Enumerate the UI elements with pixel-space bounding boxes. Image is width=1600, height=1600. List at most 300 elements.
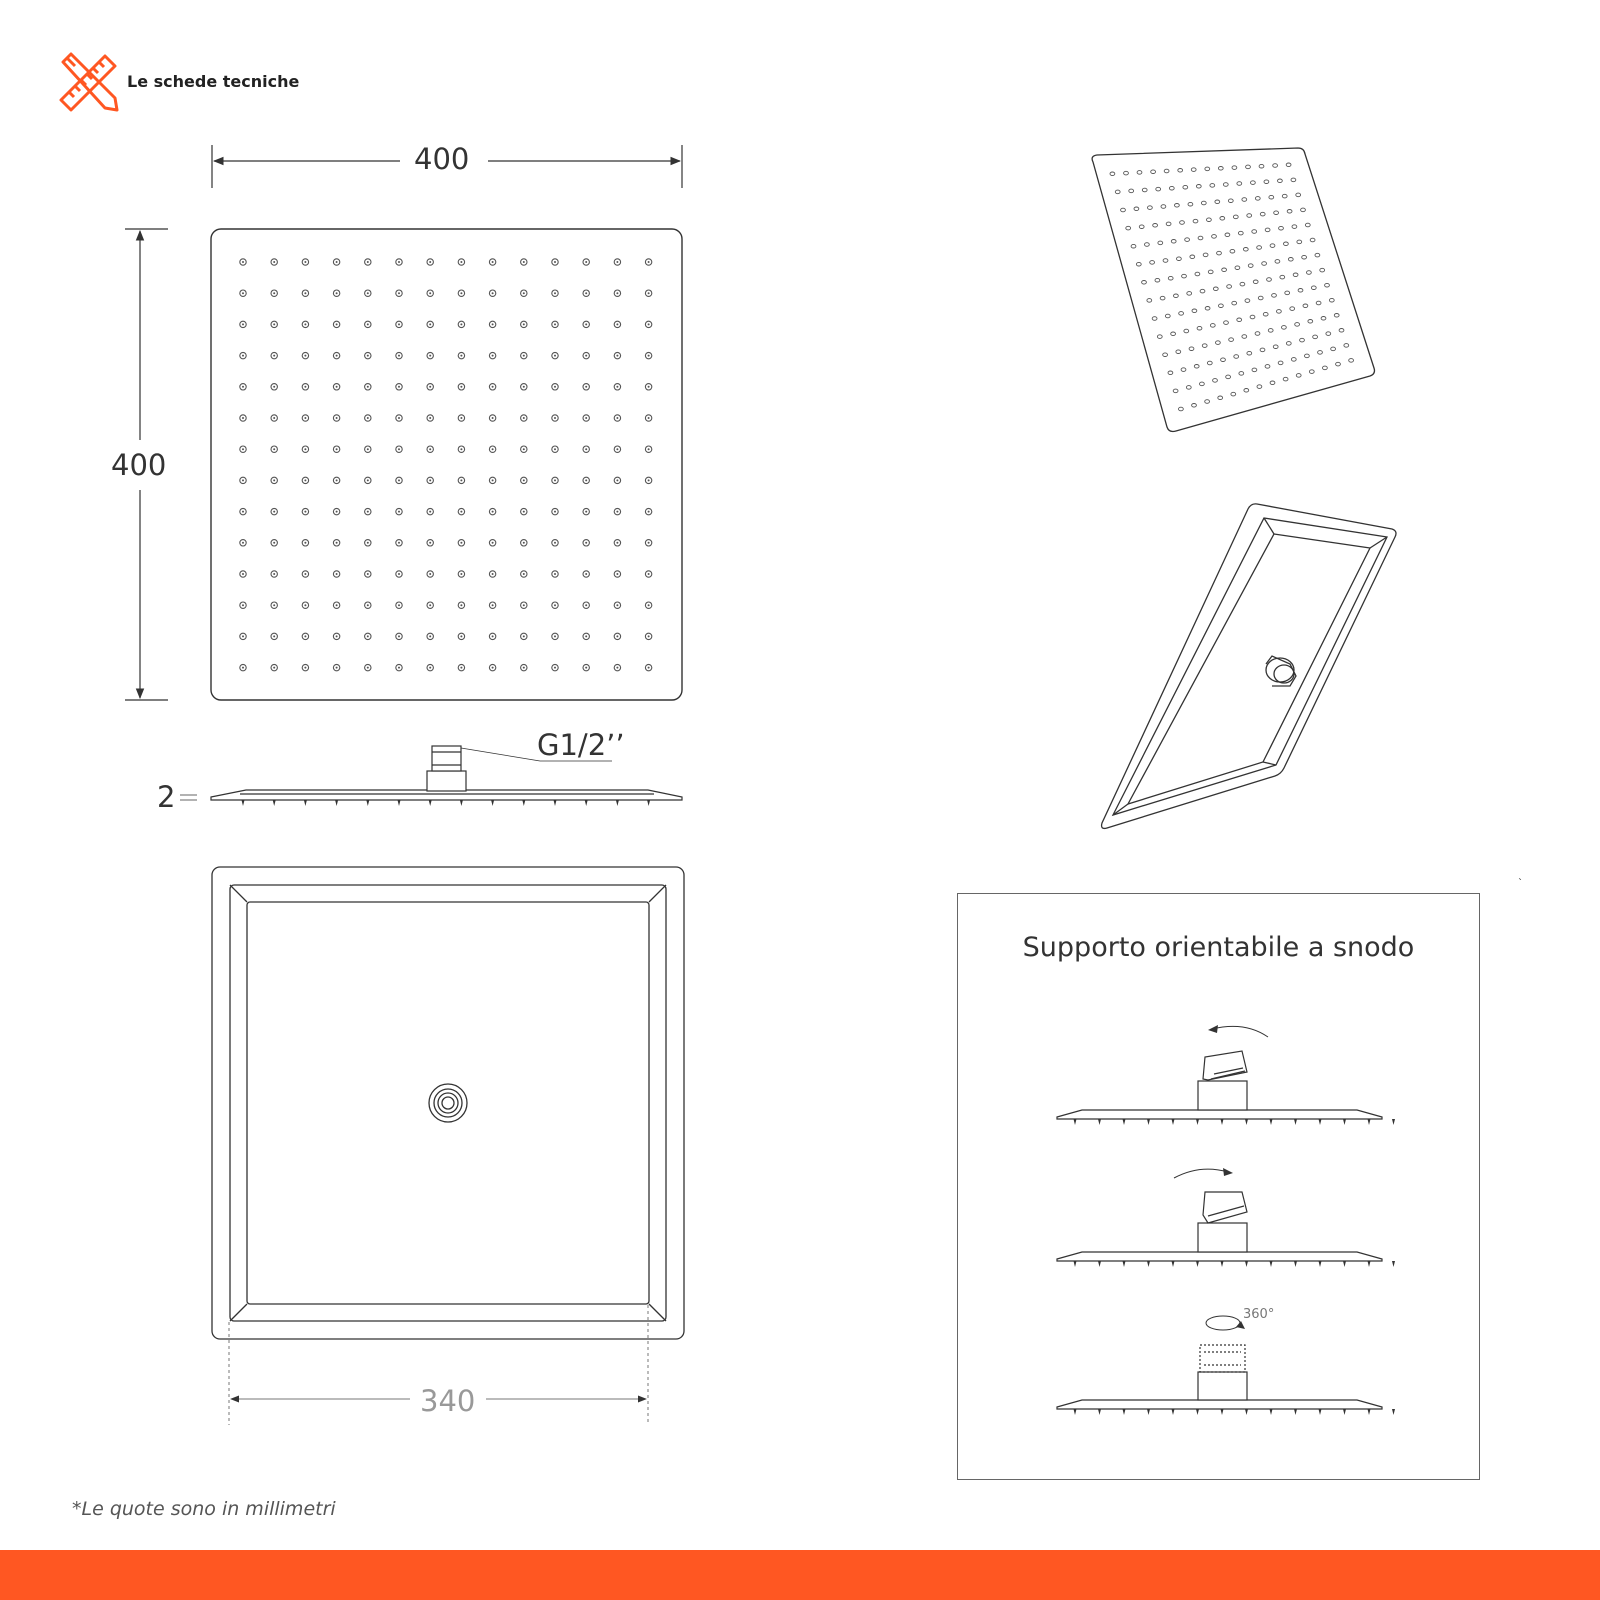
- nozzle: [396, 446, 402, 452]
- perspective-nozzle: [1168, 371, 1173, 375]
- nozzle: [333, 446, 339, 452]
- perspective-nozzle: [1310, 238, 1315, 242]
- nozzle: [333, 384, 339, 390]
- perspective-nozzle: [1121, 208, 1126, 212]
- nozzle: [302, 664, 308, 670]
- perspective-nozzle: [1247, 351, 1252, 355]
- nozzle: [271, 321, 277, 327]
- nozzle: [521, 508, 527, 514]
- perspective-nozzle: [1166, 222, 1171, 226]
- nozzle: [489, 384, 495, 390]
- perspective-nozzle: [1247, 214, 1252, 218]
- nozzle: [365, 664, 371, 670]
- nozzle: [552, 290, 558, 296]
- nozzle: [396, 384, 402, 390]
- perspective-nozzle: [1142, 188, 1147, 192]
- perspective-nozzle: [1228, 199, 1233, 203]
- perspective-nozzle: [1315, 253, 1320, 257]
- perspective-nozzle: [1273, 164, 1278, 168]
- nozzle: [489, 446, 495, 452]
- nozzle: [458, 477, 464, 483]
- nozzle: [552, 477, 558, 483]
- perspective-nozzle: [1311, 286, 1316, 290]
- perspective-nozzle: [1188, 202, 1193, 206]
- nozzle: [489, 664, 495, 670]
- nozzle: [583, 508, 589, 514]
- nozzle: [645, 290, 651, 296]
- perspective-nozzle: [1286, 163, 1291, 167]
- nozzle: [552, 540, 558, 546]
- perspective-nozzle: [1219, 304, 1224, 308]
- nozzle: [396, 602, 402, 608]
- perspective-nozzle: [1227, 285, 1232, 289]
- perspective-nozzle: [1313, 335, 1318, 339]
- nozzle: [521, 571, 527, 577]
- nozzle: [271, 633, 277, 639]
- side-nozzles: [242, 800, 651, 806]
- nozzle: [271, 664, 277, 670]
- perspective-nozzle: [1223, 183, 1228, 187]
- perspective-nozzle: [1280, 275, 1285, 279]
- nozzle: [240, 508, 246, 514]
- rotation-label: 360°: [1243, 1307, 1275, 1322]
- nozzle: [365, 384, 371, 390]
- nozzle: [333, 633, 339, 639]
- nozzle: [365, 477, 371, 483]
- side-nozzle: [616, 800, 619, 806]
- nozzle: [240, 540, 246, 546]
- nozzle: [521, 259, 527, 265]
- perspective-nozzle: [1156, 187, 1161, 191]
- nozzle: [458, 352, 464, 358]
- perspective-nozzle: [1302, 255, 1307, 259]
- perspective-nozzle: [1202, 344, 1207, 348]
- perspective-nozzle: [1282, 326, 1287, 330]
- perspective-nozzle: [1129, 189, 1134, 193]
- perspective-nozzle: [1282, 194, 1287, 198]
- perspective-nozzle: [1213, 379, 1218, 383]
- nozzle: [458, 540, 464, 546]
- perspective-nozzle: [1257, 385, 1262, 389]
- nozzle: [302, 477, 308, 483]
- perspective-nozzle: [1308, 320, 1313, 324]
- perspective-nozzle: [1189, 347, 1194, 351]
- nozzle: [583, 415, 589, 421]
- perspective-nozzle: [1142, 281, 1147, 285]
- perspective-nozzle: [1325, 283, 1330, 287]
- nozzle: [396, 664, 402, 670]
- side-nozzle: [366, 800, 369, 806]
- perspective-nozzle: [1210, 184, 1215, 188]
- nozzle: [645, 508, 651, 514]
- nozzle: [240, 446, 246, 452]
- nozzle: [396, 540, 402, 546]
- perspective-nozzle: [1110, 172, 1115, 176]
- perspective-nozzle: [1216, 341, 1221, 345]
- nozzle: [645, 664, 651, 670]
- perspective-nozzle: [1298, 289, 1303, 293]
- nozzle: [427, 477, 433, 483]
- shower-head-front-view: [211, 229, 682, 700]
- perspective-nozzle: [1274, 211, 1279, 215]
- nozzle: [458, 633, 464, 639]
- nozzle: [583, 540, 589, 546]
- nozzle: [458, 571, 464, 577]
- side-nozzle: [585, 800, 588, 806]
- nozzle: [240, 633, 246, 639]
- perspective-nozzle: [1283, 377, 1288, 381]
- nozzle: [614, 384, 620, 390]
- perspective-nozzle: [1207, 361, 1212, 365]
- perspective-nozzle: [1200, 289, 1205, 293]
- nozzle: [271, 508, 277, 514]
- perspective-nozzle: [1212, 235, 1217, 239]
- connection-label: G1/2’’: [537, 728, 625, 762]
- perspective-nozzle: [1301, 208, 1306, 212]
- nozzle: [427, 446, 433, 452]
- nozzle: [271, 540, 277, 546]
- perspective-nozzle: [1233, 215, 1238, 219]
- nozzle: [458, 664, 464, 670]
- nozzle: [396, 259, 402, 265]
- nozzle: [240, 571, 246, 577]
- thickness-label: 2: [157, 780, 176, 814]
- nozzle: [583, 446, 589, 452]
- nozzle: [302, 508, 308, 514]
- perspective-nozzle: [1293, 273, 1298, 277]
- nozzle: [489, 352, 495, 358]
- perspective-nozzle: [1196, 185, 1201, 189]
- perspective-nozzle: [1344, 344, 1349, 348]
- nozzle: [365, 508, 371, 514]
- perspective-nozzle: [1262, 262, 1267, 266]
- nozzle: [240, 664, 246, 670]
- perspective-nozzle: [1239, 372, 1244, 376]
- height-label: 400: [111, 448, 167, 482]
- perspective-nozzle: [1275, 260, 1280, 264]
- perspective-nozzle: [1153, 224, 1158, 228]
- nozzle: [271, 352, 277, 358]
- perspective-nozzle: [1192, 404, 1197, 408]
- perspective-nozzle: [1326, 332, 1331, 336]
- nozzle: [365, 571, 371, 577]
- perspective-nozzle: [1296, 374, 1301, 378]
- side-nozzle: [491, 800, 494, 806]
- perspective-nozzle: [1244, 389, 1249, 393]
- perspective-nozzle: [1205, 400, 1210, 404]
- perspective-nozzle: [1164, 169, 1169, 173]
- perspective-nozzle: [1200, 382, 1205, 386]
- nozzle: [240, 602, 246, 608]
- perspective-nozzle: [1303, 304, 1308, 308]
- perspective-nozzle: [1171, 332, 1176, 336]
- nozzle: [645, 633, 651, 639]
- perspective-nozzle: [1126, 226, 1131, 230]
- nozzle: [458, 446, 464, 452]
- perspective-nozzle: [1182, 274, 1187, 278]
- perspective-nozzle: [1210, 324, 1215, 328]
- perspective-nozzle: [1151, 170, 1156, 174]
- perspective-nozzle: [1131, 244, 1136, 248]
- nozzle: [614, 540, 620, 546]
- perspective-nozzle: [1229, 338, 1234, 342]
- side-nozzle: [273, 800, 276, 806]
- nozzle: [521, 602, 527, 608]
- perspective-nozzle: [1284, 242, 1289, 246]
- nozzle: [614, 321, 620, 327]
- perspective-nozzle: [1183, 185, 1188, 189]
- nozzle: [489, 415, 495, 421]
- nozzle: [552, 633, 558, 639]
- perspective-nozzle: [1176, 350, 1181, 354]
- side-nozzle: [460, 800, 463, 806]
- perspective-nozzle: [1248, 264, 1253, 268]
- nozzle: [302, 446, 308, 452]
- nozzle: [458, 508, 464, 514]
- nozzle: [521, 321, 527, 327]
- perspective-nozzle: [1177, 257, 1182, 261]
- perspective-nozzle: [1169, 186, 1174, 190]
- perspective-nozzle: [1195, 272, 1200, 276]
- perspective-nozzle: [1259, 164, 1264, 168]
- perspective-nozzle: [1288, 258, 1293, 262]
- nozzle: [396, 571, 402, 577]
- nozzle: [552, 259, 558, 265]
- nozzle: [302, 633, 308, 639]
- perspective-nozzle: [1265, 228, 1270, 232]
- nozzle: [552, 664, 558, 670]
- perspective-nozzle: [1242, 198, 1247, 202]
- nozzle: [365, 540, 371, 546]
- perspective-nozzle: [1218, 167, 1223, 171]
- nozzle: [583, 602, 589, 608]
- nozzle: [333, 259, 339, 265]
- nozzle: [489, 633, 495, 639]
- nozzle: [552, 602, 558, 608]
- perspective-nozzle: [1320, 268, 1325, 272]
- nozzle: [489, 571, 495, 577]
- nozzle: [458, 259, 464, 265]
- perspective-nozzle: [1175, 204, 1180, 208]
- perspective-nozzle: [1258, 296, 1263, 300]
- nozzle: [365, 321, 371, 327]
- perspective-nozzle: [1134, 207, 1139, 211]
- width-label: 400: [414, 142, 470, 176]
- perspective-nozzle: [1213, 287, 1218, 291]
- perspective-nozzle: [1243, 248, 1248, 252]
- perspective-nozzle: [1150, 261, 1155, 265]
- nozzle: [583, 633, 589, 639]
- side-nozzle: [647, 800, 650, 806]
- perspective-nozzle: [1178, 169, 1183, 173]
- nozzle: [645, 415, 651, 421]
- nozzle: [333, 477, 339, 483]
- perspective-nozzle: [1234, 355, 1239, 359]
- nozzle: [645, 602, 651, 608]
- nozzle: [427, 633, 433, 639]
- nozzle: [396, 290, 402, 296]
- nozzle: [271, 384, 277, 390]
- nozzle: [489, 290, 495, 296]
- perspective-nozzle: [1197, 326, 1202, 330]
- nozzle: [614, 477, 620, 483]
- perspective-nozzle: [1179, 312, 1184, 316]
- perspective-nozzle: [1226, 375, 1231, 379]
- side-nozzle: [398, 800, 401, 806]
- perspective-nozzle: [1158, 241, 1163, 245]
- nozzle: [645, 446, 651, 452]
- perspective-nozzle: [1230, 249, 1235, 253]
- nozzle: [365, 290, 371, 296]
- nozzle: [240, 384, 246, 390]
- svg-text:`: `: [1518, 878, 1523, 889]
- nozzle: [427, 540, 433, 546]
- nozzle: [333, 602, 339, 608]
- perspective-nozzle: [1245, 299, 1250, 303]
- perspective-nozzle: [1265, 365, 1270, 369]
- nozzle: [552, 446, 558, 452]
- perspective-nozzle: [1246, 165, 1251, 169]
- footer-bar: [0, 1550, 1600, 1600]
- perspective-nozzle: [1218, 396, 1223, 400]
- side-nozzle: [522, 800, 525, 806]
- nozzle: [583, 477, 589, 483]
- perspective-nozzle: [1137, 171, 1142, 175]
- nozzle: [427, 290, 433, 296]
- nozzle: [645, 321, 651, 327]
- nozzle: [427, 508, 433, 514]
- perspective-nozzle: [1193, 219, 1198, 223]
- perspective-nozzle: [1165, 314, 1170, 318]
- perspective-nozzle: [1292, 225, 1297, 229]
- nozzle: [645, 571, 651, 577]
- nozzle: [552, 384, 558, 390]
- nozzle: [614, 602, 620, 608]
- side-nozzle: [304, 800, 307, 806]
- perspective-nozzle: [1157, 335, 1162, 339]
- perspective-nozzle: [1192, 309, 1197, 313]
- nozzle: [583, 259, 589, 265]
- shower-head-back-view: [212, 867, 684, 1339]
- perspective-nozzle: [1331, 347, 1336, 351]
- perspective-nozzle: [1290, 307, 1295, 311]
- nozzle: [302, 259, 308, 265]
- perspective-nozzle: [1148, 206, 1153, 210]
- perspective-nozzle: [1168, 276, 1173, 280]
- panel-title: Supporto orientabile a snodo: [1022, 932, 1415, 963]
- perspective-nozzle: [1147, 299, 1152, 303]
- nozzle: [302, 384, 308, 390]
- nozzle: [396, 477, 402, 483]
- perspective-nozzle: [1222, 268, 1227, 272]
- nozzle: [489, 477, 495, 483]
- perspective-nozzle: [1201, 201, 1206, 205]
- nozzle: [458, 290, 464, 296]
- side-nozzle: [335, 800, 338, 806]
- perspective-nozzle: [1349, 359, 1354, 363]
- perspective-nozzle: [1279, 226, 1284, 230]
- perspective-nozzle: [1187, 292, 1192, 296]
- perspective-nozzle: [1215, 200, 1220, 204]
- perspective-nozzle: [1232, 166, 1237, 170]
- nozzle: [521, 477, 527, 483]
- nozzle: [552, 352, 558, 358]
- perspective-nozzle: [1242, 335, 1247, 339]
- nozzle: [271, 415, 277, 421]
- nozzle: [614, 415, 620, 421]
- perspective-nozzle: [1124, 171, 1129, 175]
- perspective-nozzle: [1221, 358, 1226, 362]
- perspective-nozzle: [1268, 329, 1273, 333]
- nozzle: [271, 290, 277, 296]
- perspective-nozzle: [1152, 317, 1157, 321]
- perspective-nozzle: [1264, 180, 1269, 184]
- nozzle: [521, 384, 527, 390]
- nozzle: [614, 259, 620, 265]
- nozzle: [552, 571, 558, 577]
- perspective-nozzle: [1273, 345, 1278, 349]
- nozzle: [645, 352, 651, 358]
- perspective-nozzle: [1296, 193, 1301, 197]
- nozzle: [614, 664, 620, 670]
- nozzle: [552, 321, 558, 327]
- nozzle: [240, 477, 246, 483]
- perspective-nozzle: [1181, 368, 1186, 372]
- nozzle: [614, 352, 620, 358]
- perspective-nozzle: [1220, 217, 1225, 221]
- perspective-nozzle: [1185, 238, 1190, 242]
- nozzle: [271, 602, 277, 608]
- perspective-nozzle: [1334, 314, 1339, 318]
- perspective-nozzle: [1323, 366, 1328, 370]
- perspective-nozzle: [1115, 190, 1120, 194]
- nozzle: [333, 540, 339, 546]
- nozzle: [645, 540, 651, 546]
- perspective-nozzle: [1252, 230, 1257, 234]
- nozzle: [302, 415, 308, 421]
- perspective-nozzle: [1253, 280, 1258, 284]
- perspective-nozzle: [1194, 365, 1199, 369]
- nozzle: [333, 352, 339, 358]
- nozzle: [365, 446, 371, 452]
- perspective-nozzle: [1203, 253, 1208, 257]
- nozzle: [614, 446, 620, 452]
- perspective-nozzle: [1291, 358, 1296, 362]
- nozzle: [365, 602, 371, 608]
- nozzle: [427, 571, 433, 577]
- perspective-nozzle: [1318, 351, 1323, 355]
- brand-label: Le schede tecniche: [127, 71, 300, 91]
- perspective-nozzle: [1163, 353, 1168, 357]
- perspective-nozzle: [1272, 294, 1277, 298]
- nozzle: [271, 446, 277, 452]
- perspective-nozzle: [1145, 243, 1150, 247]
- nozzle: [396, 633, 402, 639]
- nozzle: [583, 384, 589, 390]
- perspective-nozzle: [1173, 389, 1178, 393]
- perspective-nozzle: [1136, 262, 1141, 266]
- perspective-nozzle: [1232, 301, 1237, 305]
- perspective-nozzle: [1250, 315, 1255, 319]
- nozzle: [333, 664, 339, 670]
- nozzle: [521, 415, 527, 421]
- perspective-nozzle: [1237, 318, 1242, 322]
- perspective-nozzle: [1260, 212, 1265, 216]
- perspective-nozzle: [1321, 317, 1326, 321]
- perspective-nozzle: [1255, 197, 1260, 201]
- perspective-nozzle: [1285, 291, 1290, 295]
- perspective-nozzle: [1251, 181, 1256, 185]
